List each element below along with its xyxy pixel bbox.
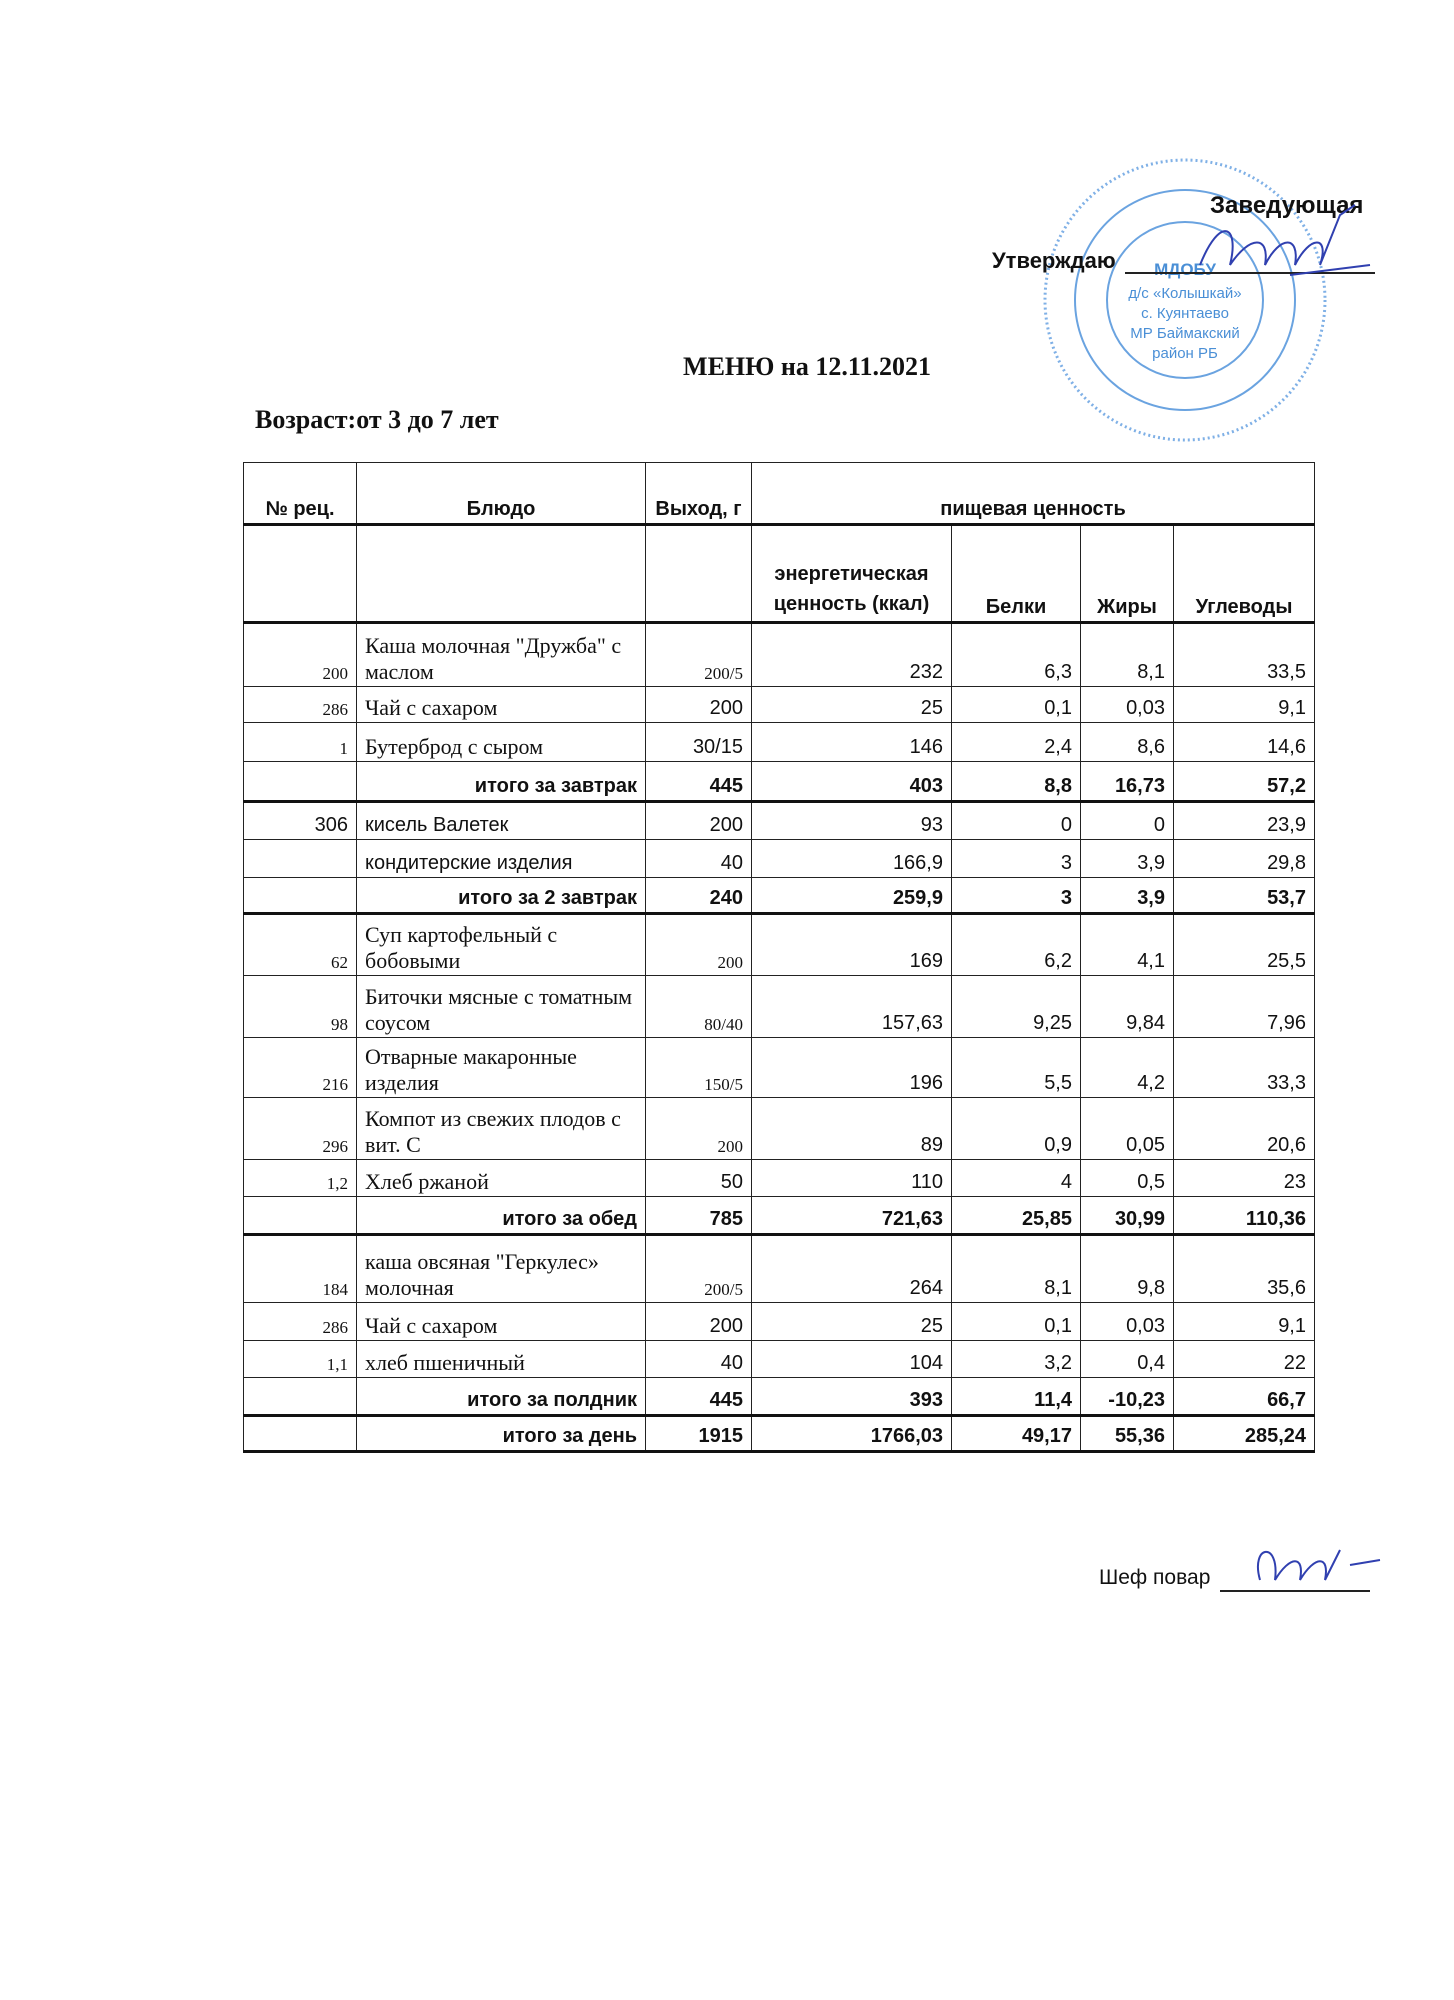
cell-num	[244, 840, 357, 878]
cell-protein: 3	[952, 840, 1081, 878]
svg-text:д/с «Колышкай»: д/с «Колышкай»	[1128, 285, 1242, 302]
cell-dish: Бутерброд с сыром	[357, 723, 646, 762]
cell-fat: 3,9	[1081, 840, 1174, 878]
header-carbs: Углеводы	[1174, 525, 1315, 623]
header-fat: Жиры	[1081, 525, 1174, 623]
cell-num	[244, 878, 357, 914]
cell-energy: 721,63	[752, 1197, 952, 1235]
cell-energy: 110	[752, 1160, 952, 1197]
table-row	[244, 687, 1315, 723]
cell-protein: 3,2	[952, 1341, 1081, 1378]
cell-carbs: 25,5	[1174, 914, 1315, 976]
cell-num	[244, 1416, 357, 1452]
cell-num: 1,2	[244, 1160, 357, 1197]
cell-energy: 146	[752, 723, 952, 762]
cell-fat: 30,99	[1081, 1197, 1174, 1235]
cell-num: 98	[244, 976, 357, 1038]
svg-text:с. Куянтаево: с. Куянтаево	[1141, 305, 1229, 322]
table-row	[244, 1235, 1315, 1303]
cell-carbs: 29,8	[1174, 840, 1315, 878]
cell-dish: Чай с сахаром	[357, 687, 646, 723]
chef-signature	[1240, 1535, 1400, 1595]
cell-energy: 196	[752, 1038, 952, 1098]
cell-num: 1	[244, 723, 357, 762]
table-row	[244, 840, 1315, 878]
cell-yield: 200/5	[646, 1235, 752, 1303]
cell-yield: 40	[646, 840, 752, 878]
cell-energy: 104	[752, 1341, 952, 1378]
cell-energy: 403	[752, 762, 952, 802]
cell-protein: 49,17	[952, 1416, 1081, 1452]
cell-fat: 16,73	[1081, 762, 1174, 802]
cell-dish: хлеб пшеничный	[357, 1341, 646, 1378]
age-group: Возраст:от 3 до 7 лет	[255, 405, 499, 434]
table-row	[244, 1341, 1315, 1378]
cell-fat: -10,23	[1081, 1378, 1174, 1416]
cell-energy: 25	[752, 1303, 952, 1341]
cell-num: 62	[244, 914, 357, 976]
cell-yield: 240	[646, 878, 752, 914]
cell-fat: 0,05	[1081, 1098, 1174, 1160]
cell-carbs: 35,6	[1174, 1235, 1315, 1303]
cell-dish: Биточки мясные с томатным соусом	[357, 976, 646, 1038]
cell-dish: итого за обед	[357, 1197, 646, 1235]
cell-protein: 25,85	[952, 1197, 1081, 1235]
table-row	[244, 1038, 1315, 1098]
cell-fat: 4,1	[1081, 914, 1174, 976]
cell-fat: 3,9	[1081, 878, 1174, 914]
cell-yield: 30/15	[646, 723, 752, 762]
cell-protein: 0	[952, 802, 1081, 840]
cell-dish: Каша молочная "Дружба" с маслом	[357, 623, 646, 687]
cell-num: 1,1	[244, 1341, 357, 1378]
cell-carbs: 7,96	[1174, 976, 1315, 1038]
cell-energy: 93	[752, 802, 952, 840]
cell-dish: итого за завтрак	[357, 762, 646, 802]
total-row	[244, 878, 1315, 914]
cell-dish: итого за полдник	[357, 1378, 646, 1416]
cell-yield: 40	[646, 1341, 752, 1378]
cell-energy: 232	[752, 623, 952, 687]
cell-yield: 200	[646, 802, 752, 840]
cell-dish: Отварные макаронные изделия	[357, 1038, 646, 1098]
table-row	[244, 802, 1315, 840]
cell-num: 296	[244, 1098, 357, 1160]
cell-energy: 393	[752, 1378, 952, 1416]
cell-yield: 200	[646, 914, 752, 976]
header-dish: Блюдо	[357, 463, 646, 525]
page-title: МЕНЮ на 12.11.2021	[683, 352, 931, 381]
cell-num	[244, 1378, 357, 1416]
cell-dish: кондитерские изделия	[357, 840, 646, 878]
cell-carbs: 53,7	[1174, 878, 1315, 914]
cell-carbs: 20,6	[1174, 1098, 1315, 1160]
cell-energy: 1766,03	[752, 1416, 952, 1452]
cell-carbs: 57,2	[1174, 762, 1315, 802]
cell-energy: 89	[752, 1098, 952, 1160]
cell-carbs: 9,1	[1174, 1303, 1315, 1341]
table-header-row	[244, 463, 1315, 525]
cell-fat: 8,6	[1081, 723, 1174, 762]
table-row	[244, 723, 1315, 762]
cell-num: 286	[244, 687, 357, 723]
cell-fat: 8,1	[1081, 623, 1174, 687]
cell-num: 184	[244, 1235, 357, 1303]
cell-protein: 3	[952, 878, 1081, 914]
cell-energy: 166,9	[752, 840, 952, 878]
approve-label: Утверждаю	[992, 248, 1116, 273]
cell-yield: 200	[646, 1303, 752, 1341]
cell-yield: 200	[646, 687, 752, 723]
cell-fat: 9,8	[1081, 1235, 1174, 1303]
cell-carbs: 110,36	[1174, 1197, 1315, 1235]
approver-position: Заведующая	[1210, 192, 1364, 219]
cell-carbs: 285,24	[1174, 1416, 1315, 1452]
cell-num: 286	[244, 1303, 357, 1341]
cell-carbs: 22	[1174, 1341, 1315, 1378]
cell-protein: 9,25	[952, 976, 1081, 1038]
cell-yield: 150/5	[646, 1038, 752, 1098]
cell-yield: 200	[646, 1098, 752, 1160]
cell-protein: 4	[952, 1160, 1081, 1197]
cell-protein: 5,5	[952, 1038, 1081, 1098]
cell-energy: 25	[752, 687, 952, 723]
cell-yield: 445	[646, 762, 752, 802]
cell-yield: 80/40	[646, 976, 752, 1038]
cell-yield: 200/5	[646, 623, 752, 687]
cell-fat: 0,03	[1081, 1303, 1174, 1341]
cell-yield: 50	[646, 1160, 752, 1197]
cell-num: 306	[244, 802, 357, 840]
header-nutrition: пищевая ценность	[752, 463, 1315, 525]
cell-dish: каша овсяная "Геркулес» молочная	[357, 1235, 646, 1303]
cell-carbs: 14,6	[1174, 723, 1315, 762]
cell-carbs: 66,7	[1174, 1378, 1315, 1416]
header-yield: Выход, г	[646, 463, 752, 525]
cell-fat: 0,5	[1081, 1160, 1174, 1197]
cell-num	[244, 1197, 357, 1235]
menu-table	[243, 462, 1315, 1453]
cell-protein: 8,8	[952, 762, 1081, 802]
cell-fat: 0,4	[1081, 1341, 1174, 1378]
cell-num: 200	[244, 623, 357, 687]
cell-energy: 157,63	[752, 976, 952, 1038]
total-row	[244, 1197, 1315, 1235]
cell-protein: 2,4	[952, 723, 1081, 762]
cell-fat: 55,36	[1081, 1416, 1174, 1452]
cell-carbs: 33,3	[1174, 1038, 1315, 1098]
cell-fat: 0	[1081, 802, 1174, 840]
cell-energy: 264	[752, 1235, 952, 1303]
cell-carbs: 23	[1174, 1160, 1315, 1197]
cell-yield: 1915	[646, 1416, 752, 1452]
cell-protein: 11,4	[952, 1378, 1081, 1416]
cell-protein: 6,3	[952, 623, 1081, 687]
cell-num	[244, 762, 357, 802]
cell-dish: итого за 2 завтрак	[357, 878, 646, 914]
table-row	[244, 1098, 1315, 1160]
total-row	[244, 1416, 1315, 1452]
cell-dish: Компот из свежих плодов с вит. С	[357, 1098, 646, 1160]
cell-energy: 169	[752, 914, 952, 976]
cell-carbs: 23,9	[1174, 802, 1315, 840]
cell-protein: 0,1	[952, 1303, 1081, 1341]
table-subheader-row	[244, 525, 1315, 623]
cell-fat: 9,84	[1081, 976, 1174, 1038]
svg-text:МДОБУ: МДОБУ	[1154, 260, 1216, 279]
svg-text:район РБ: район РБ	[1152, 345, 1218, 362]
chef-label: Шеф повар	[1099, 1566, 1211, 1589]
cell-energy: 259,9	[752, 878, 952, 914]
cell-yield: 445	[646, 1378, 752, 1416]
total-row	[244, 1378, 1315, 1416]
header-energy: энергетическая ценность (ккал)	[752, 525, 952, 623]
director-signature	[1180, 195, 1380, 295]
cell-dish: Чай с сахаром	[357, 1303, 646, 1341]
cell-yield: 785	[646, 1197, 752, 1235]
cell-protein: 6,2	[952, 914, 1081, 976]
table-row	[244, 976, 1315, 1038]
svg-text:МР Баймакский: МР Баймакский	[1130, 325, 1240, 342]
cell-dish: Суп картофельный с бобовыми	[357, 914, 646, 976]
cell-dish: Хлеб ржаной	[357, 1160, 646, 1197]
cell-fat: 0,03	[1081, 687, 1174, 723]
table-row	[244, 1160, 1315, 1197]
cell-protein: 8,1	[952, 1235, 1081, 1303]
total-row	[244, 762, 1315, 802]
cell-protein: 0,9	[952, 1098, 1081, 1160]
cell-carbs: 9,1	[1174, 687, 1315, 723]
table-row	[244, 623, 1315, 687]
cell-dish: итого за день	[357, 1416, 646, 1452]
cell-carbs: 33,5	[1174, 623, 1315, 687]
cell-dish: кисель Валетек	[357, 802, 646, 840]
cell-num: 216	[244, 1038, 357, 1098]
cell-fat: 4,2	[1081, 1038, 1174, 1098]
table-row	[244, 914, 1315, 976]
header-protein: Белки	[952, 525, 1081, 623]
header-num: № рец.	[244, 463, 357, 525]
cell-protein: 0,1	[952, 687, 1081, 723]
table-row	[244, 1303, 1315, 1341]
